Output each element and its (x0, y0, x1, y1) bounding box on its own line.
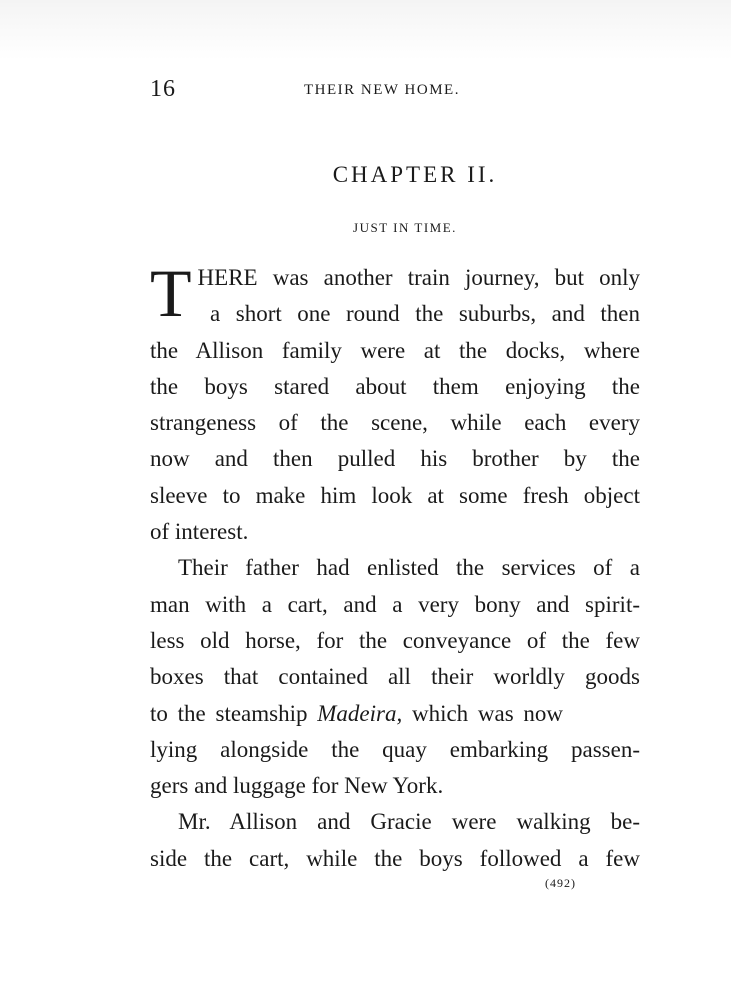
text-line: strangeness of the scene, while each every (150, 410, 640, 436)
drop-cap: T (150, 255, 192, 331)
chapter-subtitle: JUST IN TIME. (353, 220, 457, 235)
text-line: side the cart, while the boys followed a few (150, 845, 640, 871)
text-line (150, 696, 640, 732)
text-fragment: which was now (402, 700, 564, 726)
text-line: the Allison family were at the docks, where (150, 337, 640, 363)
text-line: gers and luggage for New York. (150, 773, 444, 799)
running-head (150, 76, 640, 106)
text-line: of interest. (150, 519, 249, 545)
text-line: now and then pulled his brother by the (150, 446, 640, 472)
text-line: a short one round the suburbs, and then (210, 301, 640, 327)
body-text (150, 255, 640, 877)
text-line: lying alongside the quay embarking passen- (150, 736, 640, 762)
text-line: Their father had enlisted the services of a (178, 555, 640, 581)
text-line: less old horse, for the conveyance of the few (150, 627, 640, 653)
text-line: sleeve to make him look at some fresh object (150, 482, 640, 508)
text-line: HERE was another train journey, but only (197, 265, 640, 290)
scan-shadow (0, 0, 731, 60)
text-line: the boys stared about them enjoying the (150, 373, 640, 399)
running-title: THEIR NEW HOME. (304, 82, 460, 98)
chapter-heading: CHAPTER II. (332, 162, 498, 187)
text-fragment: to the steamship (150, 700, 318, 726)
ship-name: Madeira, (317, 700, 403, 726)
text-line: boxes that contained all their worldly goods (150, 664, 640, 690)
text-line: Mr. Allison and Gracie were walking be- (178, 809, 640, 835)
signature-mark: (492) (545, 876, 576, 890)
page-number: 16 (150, 76, 176, 102)
text-line: man with a cart, and a very bony and spirit- (150, 591, 640, 617)
